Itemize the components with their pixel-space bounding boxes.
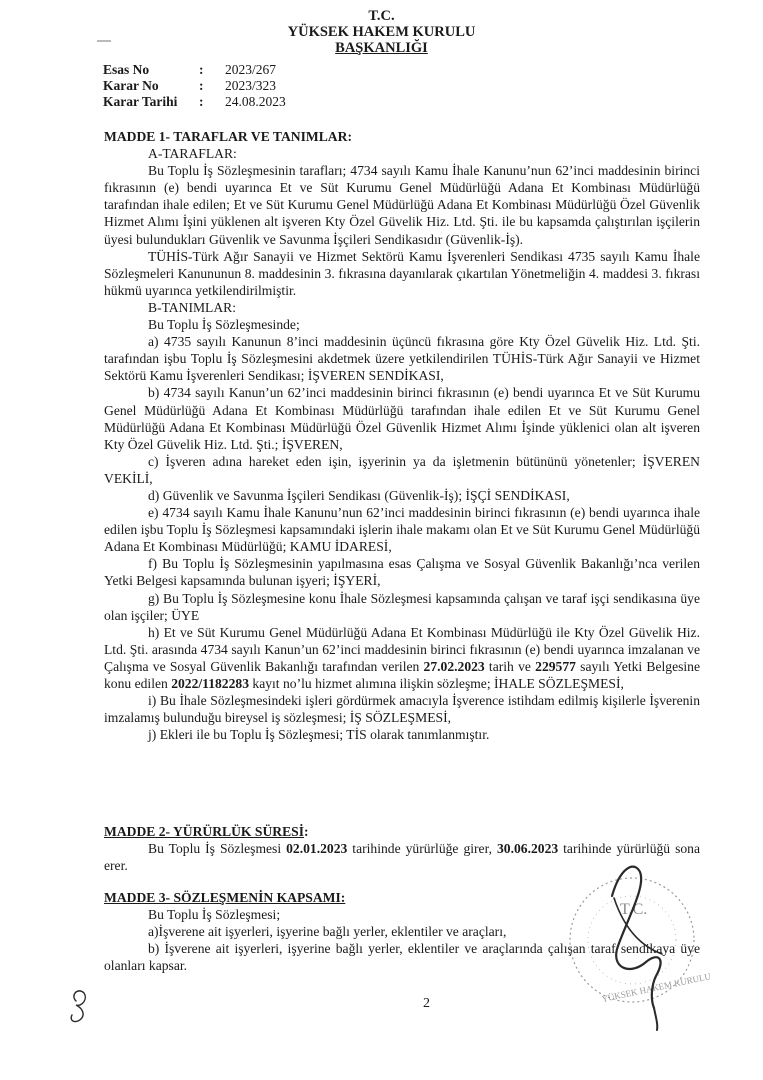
seal-text-top: T.C. — [620, 901, 648, 918]
seal-text-bottom: YÜKSEK HAKEM KURULU — [600, 971, 712, 1005]
definition-c: c) İşveren adına hareket eden işin, işyerinin ya da işletmenin bütününü yönetenler; İŞVEREN VEKİLİ, — [104, 453, 700, 486]
madde-1-section — [104, 128, 700, 743]
madde-3-item-a: a)İşverene ait işyerleri, işyerine bağlı yerler, eklentiler ve araçları, — [148, 924, 507, 940]
case-meta — [103, 62, 286, 110]
tanimlar-intro: Bu Toplu İş Sözleşmesinde; — [148, 317, 300, 333]
definition-d: d) Güvenlik ve Savunma İşçileri Sendikası (Güvenlik-İş); İŞÇİ SENDİKASI, — [148, 487, 570, 503]
definition-g: g) Bu Toplu İş Sözleşmesine konu İhale Sözleşmesi kapsamında çalışan ve taraf işçi sendikasına üye olan işçiler; ÜYE — [104, 590, 700, 623]
karar-label: Karar No — [103, 78, 159, 93]
definition-e: e) 4734 sayılı Kamu İhale Kanunu’nun 62’inci maddesinin birinci fıkrasının (e) bendi uyarınca ihale edilen işbu Toplu İş Sözleşmesi kapsamındaki işlerin ihale makamı olan Et ve Süt Kurumu Genel Müdürlüğü Adana Et Kombinası Müdürlüğü; KAMU İDARESİ, — [104, 505, 700, 555]
definition-a: a) 4735 sayılı Kanunun 8’inci maddesinin üçüncü fıkrasına göre Kty Özel Güvelik Hiz. Ltd. Şti. tarafından işbu Toplu İş Sözleşmesini akdetmek üzere yetkilendirilen TÜHİS-Türk Ağır Sanayii ve Hizmet Sektörü Kamu İşverenleri Sendikası; İŞVEREN SENDİKASI, — [104, 334, 700, 384]
start-date: 02.01.2023 — [286, 841, 348, 857]
karar-row — [103, 78, 286, 94]
definition-h-part-4: kayıt no’lu hizmet alımına ilişkin sözleşme; İHALE SÖZLEŞMESİ, — [249, 676, 624, 691]
madde-1-title: MADDE 1- TARAFLAR VE TANIMLAR: — [104, 129, 352, 144]
esas-value: 2023/267 — [225, 62, 277, 77]
taraflar-paragraph-2: TÜHİS-Türk Ağır Sanayii ve Hizmet Sektörü Kamu İşverenleri Sendikası 4735 sayılı Kamu İhale Sözleşmeleri Kanununun 8. maddesinin 3. fıkrasına dayanılarak çıkartılan Yönetmeliğin 4. maddesi 3. fıkrası hükmü uyarınca yetkilendirilmiştir. — [104, 248, 700, 298]
taraflar-title: A-TARAFLAR: — [148, 146, 237, 162]
madde-3-intro: Bu Toplu İş Sözleşmesi; — [148, 907, 281, 923]
karar-colon: : — [199, 78, 204, 93]
definition-h — [104, 624, 700, 692]
header-tc: T.C. — [368, 8, 395, 24]
madde-2-title — [104, 823, 700, 840]
document-header — [0, 8, 763, 56]
esas-row — [103, 62, 286, 78]
taraflar-paragraph-1: Bu Toplu İş Sözleşmesinin tarafları; 4734 sayılı Kamu İhale Kanunu’nun 62’inci maddesinin birinci fıkrasının (e) bendi uyarınca Et ve Süt Kurumu Genel Müdürlüğü Adana Et Kombinası Müdürlüğü tarafından ihale edilen; Et ve Süt Kurumu Genel Müdürlüğü Adana Et Kombinası Müdürlüğü Özel Güvenlik Hizmet Alımı İşini yüklenen alt işveren Kty Özel Güvelik Hiz. Ltd. Şti. ile bu kapsamda çalıştırılan işçilerin üyesi bulundukları Güvenlik ve Savunma İşçileri Sendikasıdır (Güvenlik-İş). — [104, 163, 700, 247]
esas-label: Esas No — [103, 62, 150, 77]
definition-h-part-2: tarih ve — [484, 658, 536, 674]
karar-value: 2023/323 — [225, 78, 277, 93]
margin-initial — [62, 985, 102, 1025]
madde-3-title: MADDE 3- SÖZLEŞMENİN KAPSAMI: — [104, 890, 346, 905]
esas-colon: : — [199, 62, 204, 77]
definition-h-part-1: h) Et ve Süt Kurumu Genel Müdürlüğü Adana Et Kombinası Müdürlüğü ile Kty Özel Güvelik Hiz. Ltd. Şti. arasında 4734 sayılı Kanun’un 62’inci maddesinin birinci fıkrasının (e) bendi uyarınca imzalanan ve Çalışma ve Sosyal Güvenlik Bakanlığı tarafından verilen — [104, 624, 700, 674]
header-institution: YÜKSEK HAKEM KURULU — [287, 24, 476, 40]
end-date: 30.06.2023 — [496, 841, 559, 857]
definition-h-part-3: sayılı Yetki Belgesine konu edilen — [104, 658, 700, 691]
madde-2-part-2: tarihinde yürürlüğe girer, — [347, 841, 497, 857]
header-office: BAŞKANLIĞI — [335, 40, 428, 56]
tarih-colon: : — [199, 94, 204, 109]
definition-f: f) Bu Toplu İş Sözleşmesinin yapılmasına esas Çalışma ve Sosyal Güvenlik Bakanlığı’nca verilen Yetki Belgesi kapsamında bulunan işyeri; İŞYERİ, — [104, 556, 700, 589]
madde-2-part-1: Bu Toplu İş Sözleşmesi — [148, 841, 287, 857]
madde-2-title-text: MADDE 2- YÜRÜRLÜK SÜRESİ — [104, 824, 305, 839]
madde-2-part-3: tarihinde yürürlüğü sona erer. — [104, 841, 700, 874]
definition-j: j) Ekleri ile bu Toplu İş Sözleşmesi; TİS olarak tanımlanmıştır. — [148, 727, 490, 743]
signature — [600, 858, 680, 1033]
tarih-value: 24.08.2023 — [225, 94, 286, 109]
yetki-belgesi-number: 229577 — [535, 658, 576, 674]
definition-b: b) 4734 sayılı Kanun’un 62’inci maddesinin birinci fıkrasının (e) bendi uyarınca Et ve Süt Kurumu Genel Müdürlüğü Adana Et Kombinası Müdürlüğü tarafından ihale edilen Et ve Süt Kurumu Genel Müdürlüğü Adana Et Kombinası Müdürlüğü Özel Güvenlik Hizmet Alımı İşinde yüklenici olan alt işveren Kty Özel Güvelik Hiz. Ltd. Şti.; İŞVEREN, — [104, 385, 700, 452]
kayit-number: 2022/1182283 — [171, 676, 249, 691]
madde-3-item-b: b) İşverene ait işyerleri, işyerine bağlı yerler, eklentiler ve araçlarında çalışan taraf sendikaya üye olanları kapsar. — [104, 941, 700, 974]
tanimlar-title: B-TANIMLAR: — [148, 299, 237, 315]
definition-i: i) Bu İhale Sözleşmesindeki işleri gördürmek amacıyla İşverence istihdam edilmiş kişilerle İşverenin imzalamış bulunduğu bireysel iş sözleşmesi; İŞ SÖZLEŞMESİ, — [104, 693, 700, 726]
madde-2-title-colon: : — [304, 824, 309, 839]
tarih-label: Karar Tarihi — [103, 94, 178, 109]
page-number: 2 — [423, 996, 430, 1011]
yetki-belgesi-date: 27.02.2023 — [423, 658, 485, 674]
tarih-row — [103, 94, 286, 110]
